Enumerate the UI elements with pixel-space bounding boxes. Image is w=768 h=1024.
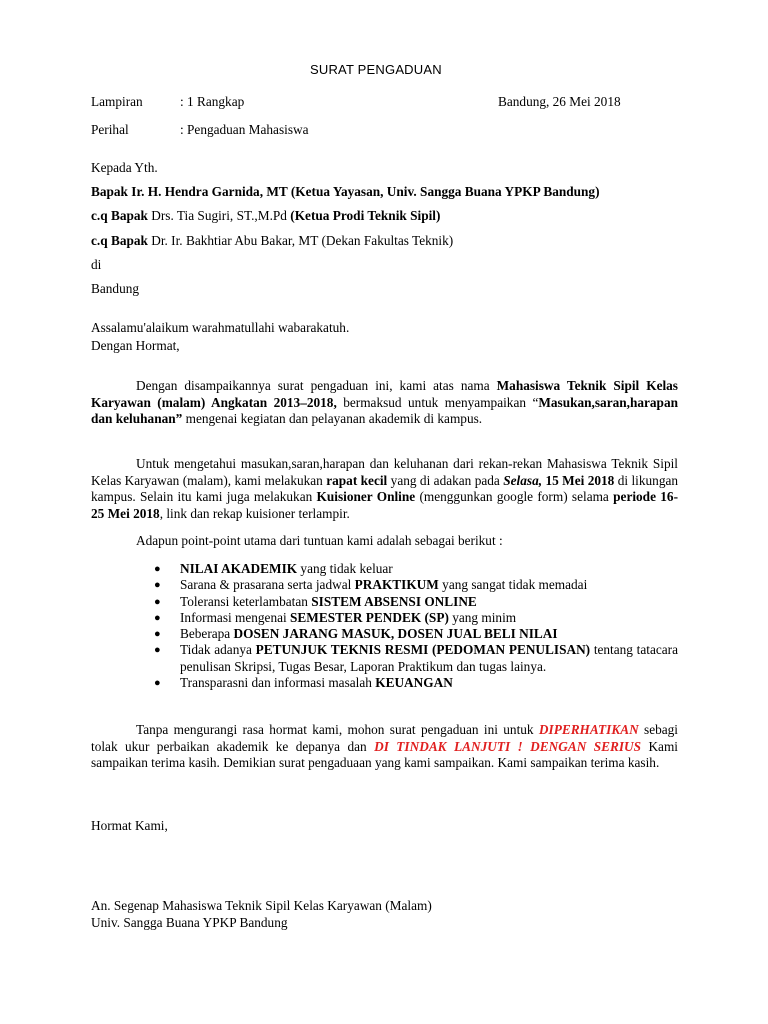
recipient-3-name: Dr. Ir. Bakhtiar Abu Bakar, MT (Dekan Fakultas Teknik) (151, 233, 454, 248)
letter-title: SURAT PENGADUAN (310, 62, 442, 77)
point-bold: DOSEN JARANG MASUK, DOSEN JUAL BELI NILAI (233, 626, 558, 642)
recipient-3-prefix: c.q Bapak (91, 233, 152, 248)
point-bold: PETUNJUK TEKNIS RESMI (PEDOMAN PENULISAN) (255, 642, 591, 658)
point-pre: Informasi mengenai (180, 609, 291, 625)
point-bold: SEMESTER PENDEK (SP) (290, 609, 449, 625)
p1-bold-1: Mahasiswa Teknik Sipil Kelas Karyawan (malam) Angkatan 2013–2018, (91, 378, 678, 410)
p2-bold-1: rapat kecil (326, 472, 388, 488)
point-pre: Beberapa (180, 626, 234, 642)
bullet-icon: ● (154, 579, 161, 592)
paragraph-1 (91, 378, 678, 428)
recipient-1-name: Bapak Ir. H. Hendra Garnida, MT (91, 184, 291, 199)
bullet-icon: ● (154, 677, 161, 690)
paragraph-4 (91, 722, 678, 772)
p3-text: Adapun point-point utama dari tuntuan kami adalah sebagai berikut : (136, 533, 503, 548)
point-pre: Toleransi keterlambatan (180, 593, 312, 609)
p1-text-1: Dengan disampaikannya surat pengaduan ini, kami atas nama (136, 378, 497, 393)
p4-text-2: sebagi tolak ukur perbaikan akademik ke depanya dan (91, 722, 678, 754)
list-item (136, 561, 678, 577)
point-pre: Tidak adanya (180, 642, 256, 658)
lampiran-value: : 1 Rangkap (180, 94, 245, 109)
city-label: Bandung (91, 281, 140, 296)
recipient-2-role: (Ketua Prodi Teknik Sipil) (290, 208, 441, 223)
place-date: Bandung, 26 Mei 2018 (498, 94, 621, 109)
list-item (136, 642, 678, 675)
point-bold: SISTEM ABSENSI ONLINE (311, 593, 477, 609)
p2-text-2: yang di adakan pada (387, 472, 504, 488)
recipient-2-name: Drs. Tia Sugiri, ST.,M.Pd (151, 208, 291, 223)
list-item (136, 626, 678, 642)
p2-bold-3: Kuisioner Online (316, 489, 416, 505)
p1-text-2: bermaksud untuk menyampaikan “ (336, 394, 539, 410)
bullet-icon: ● (154, 563, 161, 575)
perihal-label: Perihal (91, 122, 129, 137)
bullet-icon: ● (154, 628, 161, 641)
p2-bold-4: periode 16-25 Mei 2018 (91, 489, 678, 521)
list-item (136, 594, 678, 610)
perihal-value: : Pengaduan Mahasiswa (180, 122, 309, 137)
point-pre: Transparasni dan informasi masalah (180, 675, 376, 691)
point-pre: Sarana & prasarana serta jadwal (180, 577, 355, 593)
list-item (136, 675, 678, 691)
p2-text-5: (menggunkan google form) selama (415, 489, 614, 505)
list-item (136, 577, 678, 593)
point-bold: PRAKTIKUM (354, 577, 439, 593)
p1-text-3: mengenai kegiatan dan pelayanan akademik di kampus. (182, 411, 483, 427)
point-post: yang sangat tidak memadai (438, 577, 588, 593)
dengan-hormat: Dengan Hormat, (91, 338, 180, 353)
recipient-3 (91, 233, 453, 249)
bullet-icon: ● (154, 644, 161, 657)
p2-text-4: di likungan kampus. Selain itu kami juga melakukan (91, 472, 679, 505)
di-label: di (91, 257, 102, 272)
point-post: yang minim (448, 609, 517, 625)
p1-bold-2: Masukan,saran,harapan dan keluhanan” (91, 394, 678, 427)
p2-bold-2: 15 Mei 2018 (545, 472, 615, 488)
recipient-2-prefix: c.q Bapak (91, 208, 152, 223)
p2-text-6: , link dan rekap kuisioner terlampir. (159, 505, 350, 521)
paragraph-2 (91, 456, 678, 522)
paragraph-3 (91, 533, 678, 550)
p4-text-3: Kami sampaikan terima kasih. Demikian surat pengaduaan yang kami sampaikan. Kami sampaikan terima kasih. (91, 738, 678, 771)
bullet-icon: ● (154, 611, 161, 624)
recipient-2 (91, 208, 440, 224)
point-post: yang tidak keluar (297, 561, 393, 576)
p4-text-1: Tanpa mengurangi rasa hormat kami, mohon surat pengaduan ini untuk (136, 722, 539, 737)
hormat-kami: Hormat Kami, (91, 818, 168, 833)
kepada-yth: Kepada Yth. (91, 160, 158, 175)
p2-text-1: Untuk mengetahui masukan,saran,harapan dan keluhanan dari rekan-rekan Mahasiswa Teknik Sipil Kelas Karyawan (malam), kami melakukan (91, 456, 678, 488)
point-post: tentang tatacara penulisan Skripsi, Tugas Besar, Laporan Praktikum dan tugas lainya. (180, 642, 678, 674)
list-item (136, 610, 678, 626)
p4-emphasis-2: DI TINDAK LANJUTI ! DENGAN SERIUS (374, 738, 642, 754)
lampiran-label: Lampiran (91, 94, 143, 109)
point-bold: NILAI AKADEMIK (180, 561, 298, 576)
recipient-1-role: (Ketua Yayasan, Univ. Sangga Buana YPKP Bandung) (290, 184, 600, 199)
signatory-line-2: Univ. Sangga Buana YPKP Bandung (91, 915, 288, 930)
bullet-icon: ● (154, 595, 161, 608)
recipient-1 (91, 184, 600, 200)
signatory-line-1: An. Segenap Mahasiswa Teknik Sipil Kelas Karyawan (Malam) (91, 898, 432, 913)
demands-list (136, 561, 678, 691)
p2-bold-italic-1: Selasa, (503, 472, 543, 488)
salam-line: Assalamu'alaikum warahmatullahi wabarakatuh. (91, 320, 350, 335)
p4-emphasis-1: DIPERHATIKAN (538, 722, 639, 737)
point-bold: KEUANGAN (375, 675, 453, 691)
